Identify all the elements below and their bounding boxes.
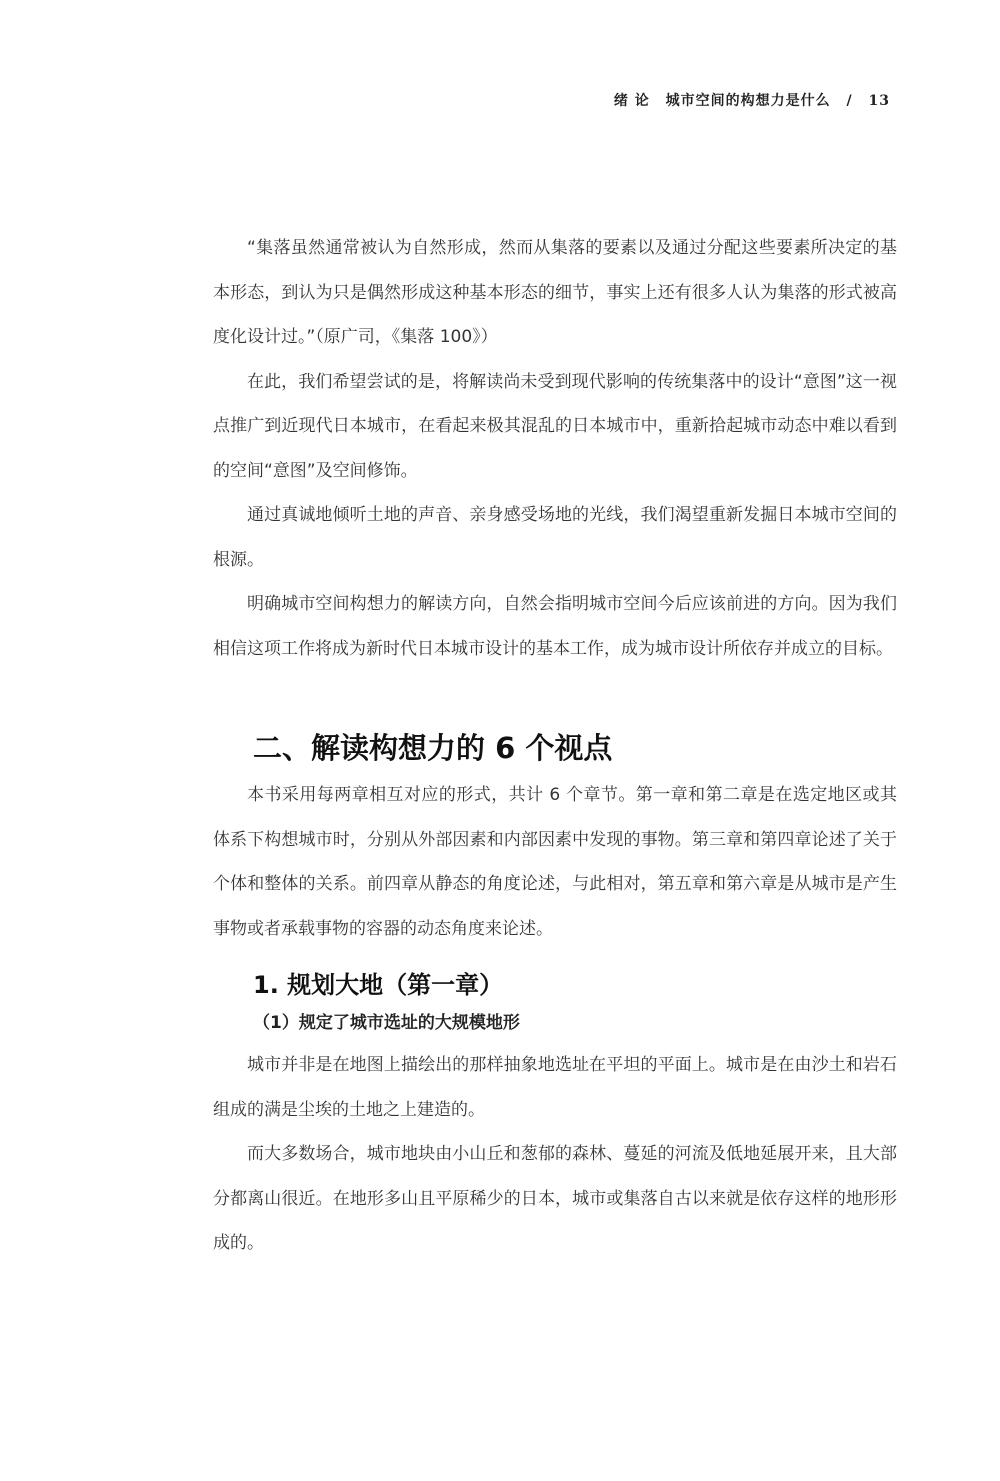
paragraph: 城市并非是在地图上描绘出的那样抽象地选址在平坦的平面上。城市是在由沙土和岩石组成的满是尘埃的土地之上建造的。 (213, 1055, 897, 1120)
subsection-heading: 1. 规划大地（第一章） (253, 971, 504, 999)
header-title: 城市空间的构想力是什么 (665, 93, 831, 109)
section-heading: 二、解读构想力的 6 个视点 (253, 731, 613, 765)
header-separator: / (846, 93, 853, 109)
page-body (213, 226, 897, 1266)
paragraph: 而大多数场合，城市地块由小山丘和葱郁的森林、蔓延的河流及低地延展开来，且大部分都离山很近。在地形多山且平原稀少的日本，城市或集落自古以来就是依存这样的地形形成的。 (213, 1144, 897, 1253)
paragraph: 通过真诚地倾听土地的声音、亲身感受场地的光线，我们渴望重新发掘日本城市空间的根源。 (213, 505, 897, 570)
paragraph-quote: “集落虽然通常被认为自然形成，然而从集落的要素以及通过分配这些要素所决定的基本形态，到认为只是偶然形成这种基本形态的细节，事实上还有很多人认为集落的形式被高度化设计过。”（原广司，《集落 100》） (213, 238, 897, 347)
header-chapter: 绪 论 (613, 93, 650, 109)
paragraph: 本书采用每两章相互对应的形式，共计 6 个章节。第一章和第二章是在选定地区或其体系下构想城市时，分别从外部因素和内部因素中发现的事物。第三章和第四章论述了关于个体和整体的关系。前四章从静态的角度论述，与此相对，第五章和第六章是从城市是产生事物或者承载事物的容器的动态角度来论述。 (213, 785, 897, 939)
page-number: 13 (868, 93, 890, 109)
running-header (604, 90, 890, 110)
paragraph: 明确城市空间构想力的解读方向，自然会指明城市空间今后应该前进的方向。因为我们相信这项工作将成为新时代日本城市设计的基本工作，成为城市设计所依存并成立的目标。 (213, 594, 897, 659)
paragraph: 在此，我们希望尝试的是，将解读尚未受到现代影响的传统集落中的设计“意图”这一视点推广到近现代日本城市，在看起来极其混乱的日本城市中，重新拾起城市动态中难以看到的空间“意图”及空间修饰。 (213, 371, 897, 481)
subsubsection-heading: （1）规定了城市选址的大规模地形 (253, 1013, 520, 1033)
